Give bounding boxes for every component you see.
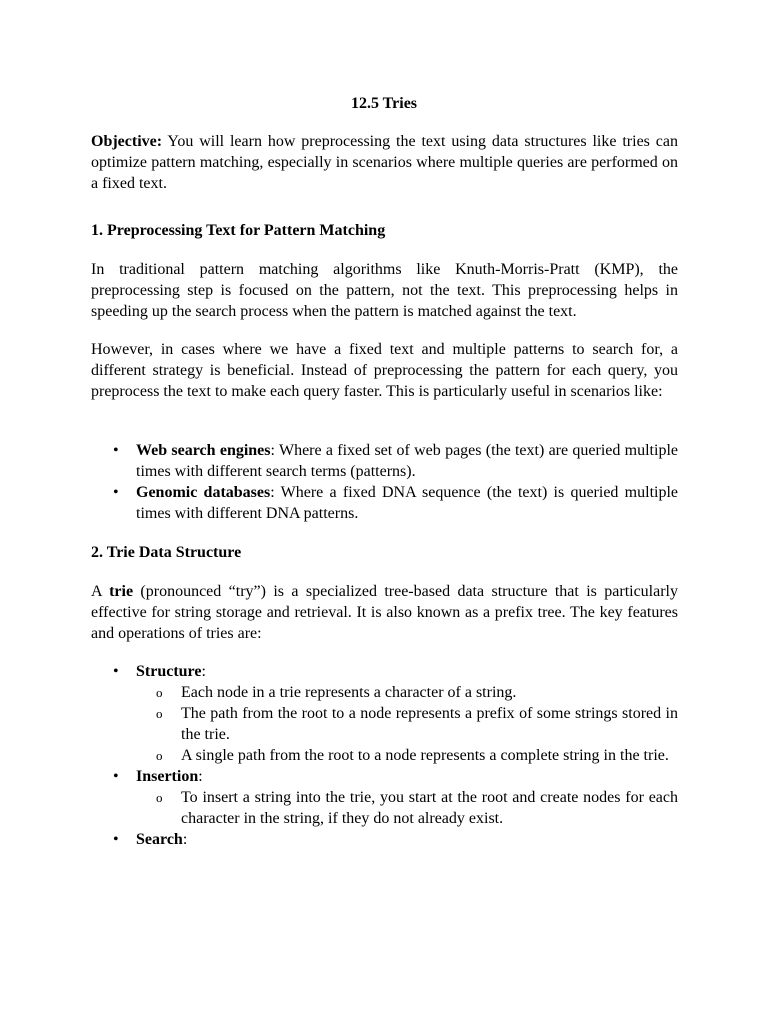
circle-bullet-icon: o [156,790,163,805]
section-1-heading: 1. Preprocessing Text for Pattern Matching [91,222,386,239]
sublist-text: The path from the root to a node represents a prefix of some strings stored in the trie. [181,705,678,743]
feature-colon: : [182,831,188,848]
circle-bullet-icon: o [156,685,163,700]
objective-label: Objective: [91,133,163,150]
scenario-text: : Where a fixed DNA sequence (the text) is queried multiple times with different DNA patterns. [136,484,679,522]
feature-item-structure [91,661,678,766]
insertion-sublist [136,787,678,829]
objective-paragraph [91,131,678,194]
feature-item-insertion [91,766,678,829]
section-2-intro [91,581,678,644]
sublist-item [136,745,678,766]
scenario-text: : Where a fixed set of web pages (the text) are queried multiple times with different search terms (patterns). [136,442,678,480]
intro-text-a: A [91,583,110,600]
feature-colon: : [198,768,203,785]
section-1-paragraph-1: In traditional pattern matching algorithms like Knuth-Morris-Pratt (KMP), the preprocessing step is focused on the pattern, not the text. This preprocessing helps in speeding up the search process when the pattern is matched against the text. [91,261,678,320]
sublist-text: A single path from the root to a node represents a complete string in the trie. [181,747,669,764]
sublist-text: Each node in a trie represents a character of a string. [181,684,517,701]
circle-bullet-icon: o [156,706,163,721]
feature-label: Structure [136,663,202,680]
sublist-item [136,682,678,703]
scenario-term: Web search engines [136,442,271,459]
bullet-icon: • [113,484,119,501]
feature-label: Search [136,831,183,848]
trie-feature-list [91,661,678,850]
section-1-paragraph-2: However, in cases where we have a fixed text and multiple patterns to search for, a different strategy is beneficial. Instead of preprocessing the pattern for each query, you preprocess the text to make each query faster. This is particularly useful in scenarios like: [91,341,678,400]
bullet-icon: • [113,768,119,785]
intro-term-trie: trie [109,583,134,600]
feature-item-search [91,829,678,850]
feature-colon: : [201,663,206,680]
structure-sublist [136,682,678,766]
bullet-icon: • [113,442,119,459]
feature-label: Insertion [136,768,199,785]
scenario-item-web-search [91,440,678,482]
circle-bullet-icon: o [156,748,163,763]
page-title: 12.5 Tries [350,95,418,112]
bullet-icon: • [113,663,119,680]
sublist-text: To insert a string into the trie, you start at the root and create nodes for each character in the string, if they do not already exist. [181,789,678,827]
sublist-item [136,787,678,829]
section-2-heading: 2. Trie Data Structure [91,544,242,561]
intro-text-b: (pronounced “try”) is a specialized tree-based data structure that is particularly effective for string storage and retrieval. It is also known as a prefix tree. The key features and operations of tries are: [91,583,679,642]
bullet-icon: • [113,831,119,848]
scenario-term: Genomic databases [136,484,271,501]
scenario-list [91,440,678,524]
objective-text: You will learn how preprocessing the text using data structures like tries can optimize pattern matching, especially in scenarios where multiple queries are performed on a fixed text. [91,133,678,192]
sublist-item [136,703,678,745]
scenario-item-genomic [91,482,678,524]
